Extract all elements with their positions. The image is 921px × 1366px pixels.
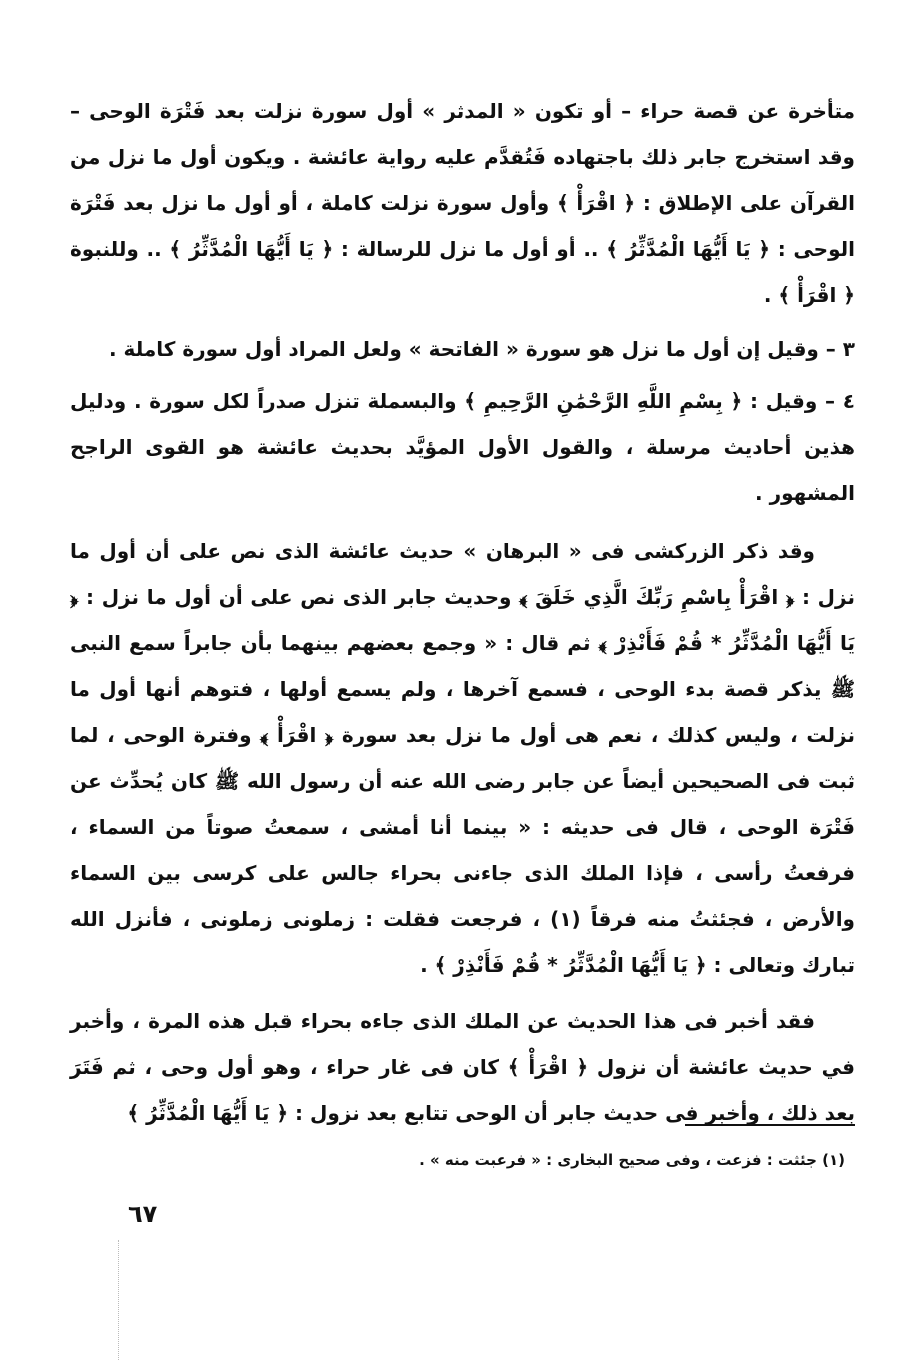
paragraph-conclusion: فقد أخبر فى هذا الحديث عن الملك الذى جاءه بحراء قبل هذه المرة ، وأخبر في حديث عائشة أن نزول ﴿ اقْرَأْ ﴾ كان فى غار حراء ، وهو أول وحى ، ثم فَتَرَ بعد ذلك ، وأخبر فى حديث جابر أن الوحى تتابع بعد نزول : ﴿ يَا أَيُّهَا الْمُدَّثِّرُ ﴾: [70, 1009, 855, 1125]
paragraph-continuation: متأخرة عن قصة حراء – أو تكون « المدثر » أول سورة نزلت بعد فَتْرَة الوحى – وقد استخرج جابر ذلك باجتهاده فَتُقدَّم عليه رواية عائشة . ويكون أول ما نزل من القرآن على الإطلاق : ﴿ اقْرَأْ ﴾ وأول سورة نزلت كاملة ، أو أول ما نزل بعد فَتْرَة الوحى : ﴿ يَا أَيُّهَا الْمُدَّثِّرُ ﴾ .. أو أول ما نزل للرسالة : ﴿ يَا أَيُّهَا الْمُدَّثِّرُ ﴾ .. وللنبوة ﴿ اقْرَأْ ﴾ .: [70, 99, 855, 307]
page-number: ٦٧: [128, 1200, 158, 1228]
footnote: (١) جئثت : فزعت ، وفى صحيح البخارى : « فرعبت منه » .: [419, 1151, 845, 1169]
footnote-divider: [685, 1124, 855, 1126]
margin-mark: [118, 1240, 119, 1360]
book-page: [0, 88, 921, 1136]
paragraph-zarkashi: وقد ذكر الزركشى فى « البرهان » حديث عائشة الذى نص على أن أول ما نزل : ﴿ اقْرَأْ بِاسْمِ رَبِّكَ الَّذِي خَلَقَ ﴾ وحديث جابر الذى نص على أن أول ما نزل : ﴿ يَا أَيُّهَا الْمُدَّثِّرُ * قُمْ فَأَنْذِرْ ﴾ ثم قال : « وجمع بعضهم بينهما بأن جابراً سمع النبى ﷺ يذكر قصة بدء الوحى ، فسمع آخرها ، ولم يسمع أولها ، فتوهم أنها أول ما نزلت ، وليس كذلك ، نعم هى أول ما نزل بعد سورة ﴿ اقْرَأْ ﴾ وفترة الوحى ، لما ثبت فى الصحيحين أيضاً عن جابر رضى الله عنه أن رسول الله ﷺ كان يُحدِّث عن فَتْرَة الوحى ، قال فى حديثه : « بينما أنا أمشى ، سمعتُ صوتاً من السماء ، فرفعتُ رأسى ، فإذا الملك الذى جاءنى بحراء جالس على كرسى بين السماء والأرض ، فجئثتُ منه فرقاً (١) ، فرجعت فقلت : زملونى زملونى ، فأنزل الله تبارك وتعالى : ﴿ يَا أَيُّهَا الْمُدَّثِّرُ * قُمْ فَأَنْذِرْ ﴾ .: [70, 539, 855, 977]
paragraph-item-3: ٣ – وقيل إن أول ما نزل هو سورة « الفاتحة » ولعل المراد أول سورة كاملة .: [109, 337, 855, 361]
paragraph-item-4: ٤ – وقيل : ﴿ بِسْمِ اللَّهِ الرَّحْمَٰنِ الرَّحِيمِ ﴾ والبسملة تنزل صدراً لكل سورة . ودليل هذين أحاديث مرسلة ، والقول الأول المؤيَّد بحديث عائشة هو القوى الراجح المشهور .: [70, 389, 855, 505]
